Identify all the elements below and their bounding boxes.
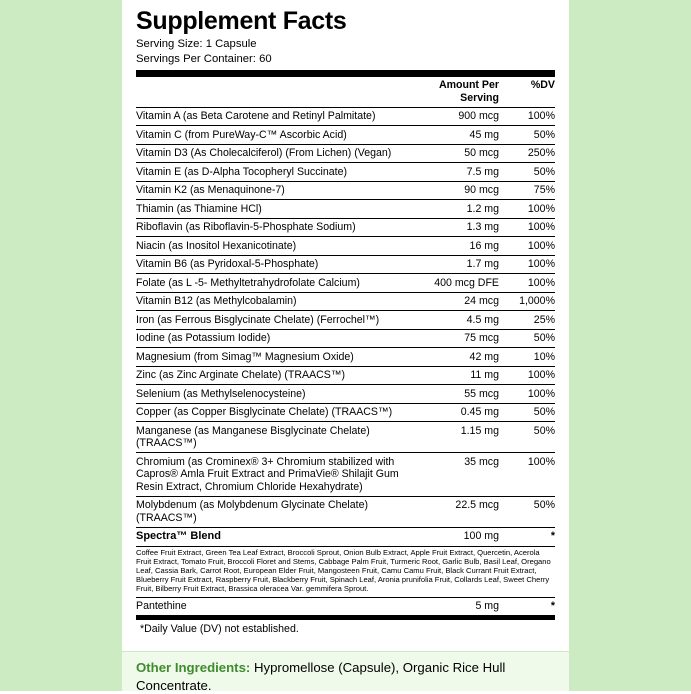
nutrition-table xyxy=(136,77,555,615)
nutrient-amount: 24 mcg xyxy=(403,292,499,311)
nutrient-name: Folate (as L -5- Methyltetrahydrofolate Calcium) xyxy=(136,274,403,293)
nutrient-dv: 100% xyxy=(499,255,555,274)
nutrient-name: Copper (as Copper Bisglycinate Chelate) (TRAACS™) xyxy=(136,403,403,422)
table-row xyxy=(136,107,555,126)
nutrient-amount: 22.5 mcg xyxy=(403,496,499,527)
nutrient-name: Manganese (as Manganese Bisglycinate Chelate) (TRAACS™) xyxy=(136,422,403,453)
nutrient-amount: 1.2 mg xyxy=(403,200,499,219)
table-row xyxy=(136,181,555,200)
nutrient-name: Vitamin B6 (as Pyridoxal-5-Phosphate) xyxy=(136,255,403,274)
header-amount-per-serving: Amount Per Serving xyxy=(403,77,499,108)
blend-ingredients: Coffee Fruit Extract, Green Tea Leaf Extract, Broccoli Sprout, Onion Bulb Extract, Apple Fruit Extract, Quercetin, Acerola Fruit Extract, Tomato Fruit, Broccoli Floret and Stems, Cabbage Palm Fruit, Turmeric Root, Garlic Bulb, Basil Leaf, Oregano Leaf, Cassia Bark, Carrot Root, European Elder Fruit, Mangosteen Fruit, Camu Camu Fruit, Black Currant Fruit Extract, Blueberry Fruit Extract, Raspberry Fruit, Blackberry Fruit, Spinach Leaf, Aronia prunifolia Fruit, Collards Leaf, Sweet Cherry Fruit, Bilberry Fruit Extract, Brassica oleracea Var. gemmifera Sprout. xyxy=(136,546,555,597)
nutrient-dv: 50% xyxy=(499,126,555,145)
other-ingredients-heading: Other Ingredients: xyxy=(136,660,251,675)
nutrient-name: Vitamin K2 (as Menaquinone-7) xyxy=(136,181,403,200)
nutrient-dv: 10% xyxy=(499,348,555,367)
supplement-facts-inner xyxy=(130,6,561,638)
nutrient-amount: 0.45 mg xyxy=(403,403,499,422)
table-row xyxy=(136,453,555,497)
nutrient-dv: 100% xyxy=(499,107,555,126)
nutrient-name: Iodine (as Potassium Iodide) xyxy=(136,329,403,348)
nutrient-amount: 400 mcg DFE xyxy=(403,274,499,293)
nutrient-dv: 100% xyxy=(499,218,555,237)
nutrient-dv: 50% xyxy=(499,329,555,348)
other-ingredients-section xyxy=(122,651,569,691)
daily-value-footnote: *Daily Value (DV) not established. xyxy=(136,615,555,638)
nutrient-dv: 1,000% xyxy=(499,292,555,311)
nutrient-amount: 1.3 mg xyxy=(403,218,499,237)
table-row xyxy=(136,311,555,330)
nutrient-name: Pantethine xyxy=(136,600,187,613)
nutrient-name: Molybdenum (as Molybdenum Glycinate Chelate) (TRAACS™) xyxy=(136,496,403,527)
table-row xyxy=(136,255,555,274)
table-row xyxy=(136,385,555,404)
table-row xyxy=(136,422,555,453)
nutrient-amount: 4.5 mg xyxy=(403,311,499,330)
table-row xyxy=(136,237,555,256)
nutrient-name: Vitamin E (as D-Alpha Tocopheryl Succinate) xyxy=(136,163,403,182)
nutrient-amount: 55 mcg xyxy=(403,385,499,404)
table-row xyxy=(136,292,555,311)
nutrient-name: Vitamin A (as Beta Carotene and Retinyl Palmitate) xyxy=(136,107,403,126)
blend-name: Spectra™ Blend xyxy=(136,527,403,546)
thick-rule-top xyxy=(136,70,555,77)
blend-amount: 100 mg xyxy=(403,527,499,546)
header-blank xyxy=(136,77,403,108)
nutrient-name: Vitamin D3 (As Cholecalciferol) (From Lichen) (Vegan) xyxy=(136,144,403,163)
table-header-row xyxy=(136,77,555,108)
nutrient-name: Magnesium (from Simag™ Magnesium Oxide) xyxy=(136,348,403,367)
nutrient-amount: 1.15 mg xyxy=(403,422,499,453)
table-row xyxy=(136,496,555,527)
blend-ingredients-row xyxy=(136,546,555,597)
header-percent-dv: %DV xyxy=(499,77,555,108)
table-row xyxy=(136,403,555,422)
nutrient-dv: 100% xyxy=(499,274,555,293)
nutrient-dv: 75% xyxy=(499,181,555,200)
nutrient-dv: 250% xyxy=(499,144,555,163)
servings-per-container: Servings Per Container: 60 xyxy=(136,52,272,65)
nutrient-name: Thiamin (as Thiamine HCl) xyxy=(136,200,403,219)
nutrient-dv: * xyxy=(550,600,555,613)
nutrient-name: Vitamin B12 (as Methylcobalamin) xyxy=(136,292,403,311)
table-row xyxy=(136,144,555,163)
nutrient-amount: 35 mcg xyxy=(403,453,499,497)
nutrient-amount: 45 mg xyxy=(403,126,499,145)
nutrient-dv: 50% xyxy=(499,422,555,453)
nutrient-name: Niacin (as Inositol Hexanicotinate) xyxy=(136,237,403,256)
nutrient-name: Riboflavin (as Riboflavin-5-Phosphate Sodium) xyxy=(136,218,403,237)
blend-row xyxy=(136,527,555,546)
nutrient-amount: 90 mcg xyxy=(403,181,499,200)
nutrient-name: Zinc (as Zinc Arginate Chelate) (TRAACS™) xyxy=(136,366,403,385)
nutrient-amount: 75 mcg xyxy=(403,329,499,348)
table-row xyxy=(136,126,555,145)
table-row xyxy=(136,366,555,385)
nutrient-dv: 100% xyxy=(499,237,555,256)
nutrient-name: Chromium (as Crominex® 3+ Chromium stabilized with Capros® Amla Fruit Extract and PrimaVie® Shilajit Gum Resin Extract, Chromium Chloride Hexahydrate) xyxy=(136,453,403,497)
blend-dv: * xyxy=(499,527,555,546)
nutrient-amount: 16 mg xyxy=(403,237,499,256)
green-left-bar xyxy=(0,0,122,691)
table-row xyxy=(136,218,555,237)
table-row xyxy=(136,329,555,348)
supplement-facts-panel xyxy=(122,0,569,691)
other-ingredients-text: Hypromellose (Capsule), Organic Rice Hull Concentrate. xyxy=(136,660,506,693)
nutrient-amount: 5 mg xyxy=(475,600,499,613)
nutrient-amount: 7.5 mg xyxy=(403,163,499,182)
nutrient-dv: 50% xyxy=(499,496,555,527)
nutrient-dv: 100% xyxy=(499,453,555,497)
table-row xyxy=(136,597,555,615)
nutrient-amount: 42 mg xyxy=(403,348,499,367)
nutrient-dv: 50% xyxy=(499,403,555,422)
nutrient-dv: 50% xyxy=(499,163,555,182)
green-right-bar xyxy=(569,0,691,691)
nutrient-dv: 100% xyxy=(499,366,555,385)
nutrient-amount: 1.7 mg xyxy=(403,255,499,274)
nutrient-dv: 25% xyxy=(499,311,555,330)
nutrient-amount: 50 mcg xyxy=(403,144,499,163)
nutrient-amount: 900 mcg xyxy=(403,107,499,126)
supplement-facts-title: Supplement Facts xyxy=(136,7,347,35)
table-row xyxy=(136,163,555,182)
nutrient-dv: 100% xyxy=(499,385,555,404)
nutrient-dv: 100% xyxy=(499,200,555,219)
nutrient-name: Vitamin C (from PureWay-C™ Ascorbic Acid) xyxy=(136,126,403,145)
serving-size: Serving Size: 1 Capsule xyxy=(136,38,257,51)
table-row xyxy=(136,348,555,367)
nutrient-name: Iron (as Ferrous Bisglycinate Chelate) (Ferrochel™) xyxy=(136,311,403,330)
nutrient-name: Selenium (as Methylselenocysteine) xyxy=(136,385,403,404)
table-row xyxy=(136,200,555,219)
nutrient-amount: 11 mg xyxy=(403,366,499,385)
table-row xyxy=(136,274,555,293)
